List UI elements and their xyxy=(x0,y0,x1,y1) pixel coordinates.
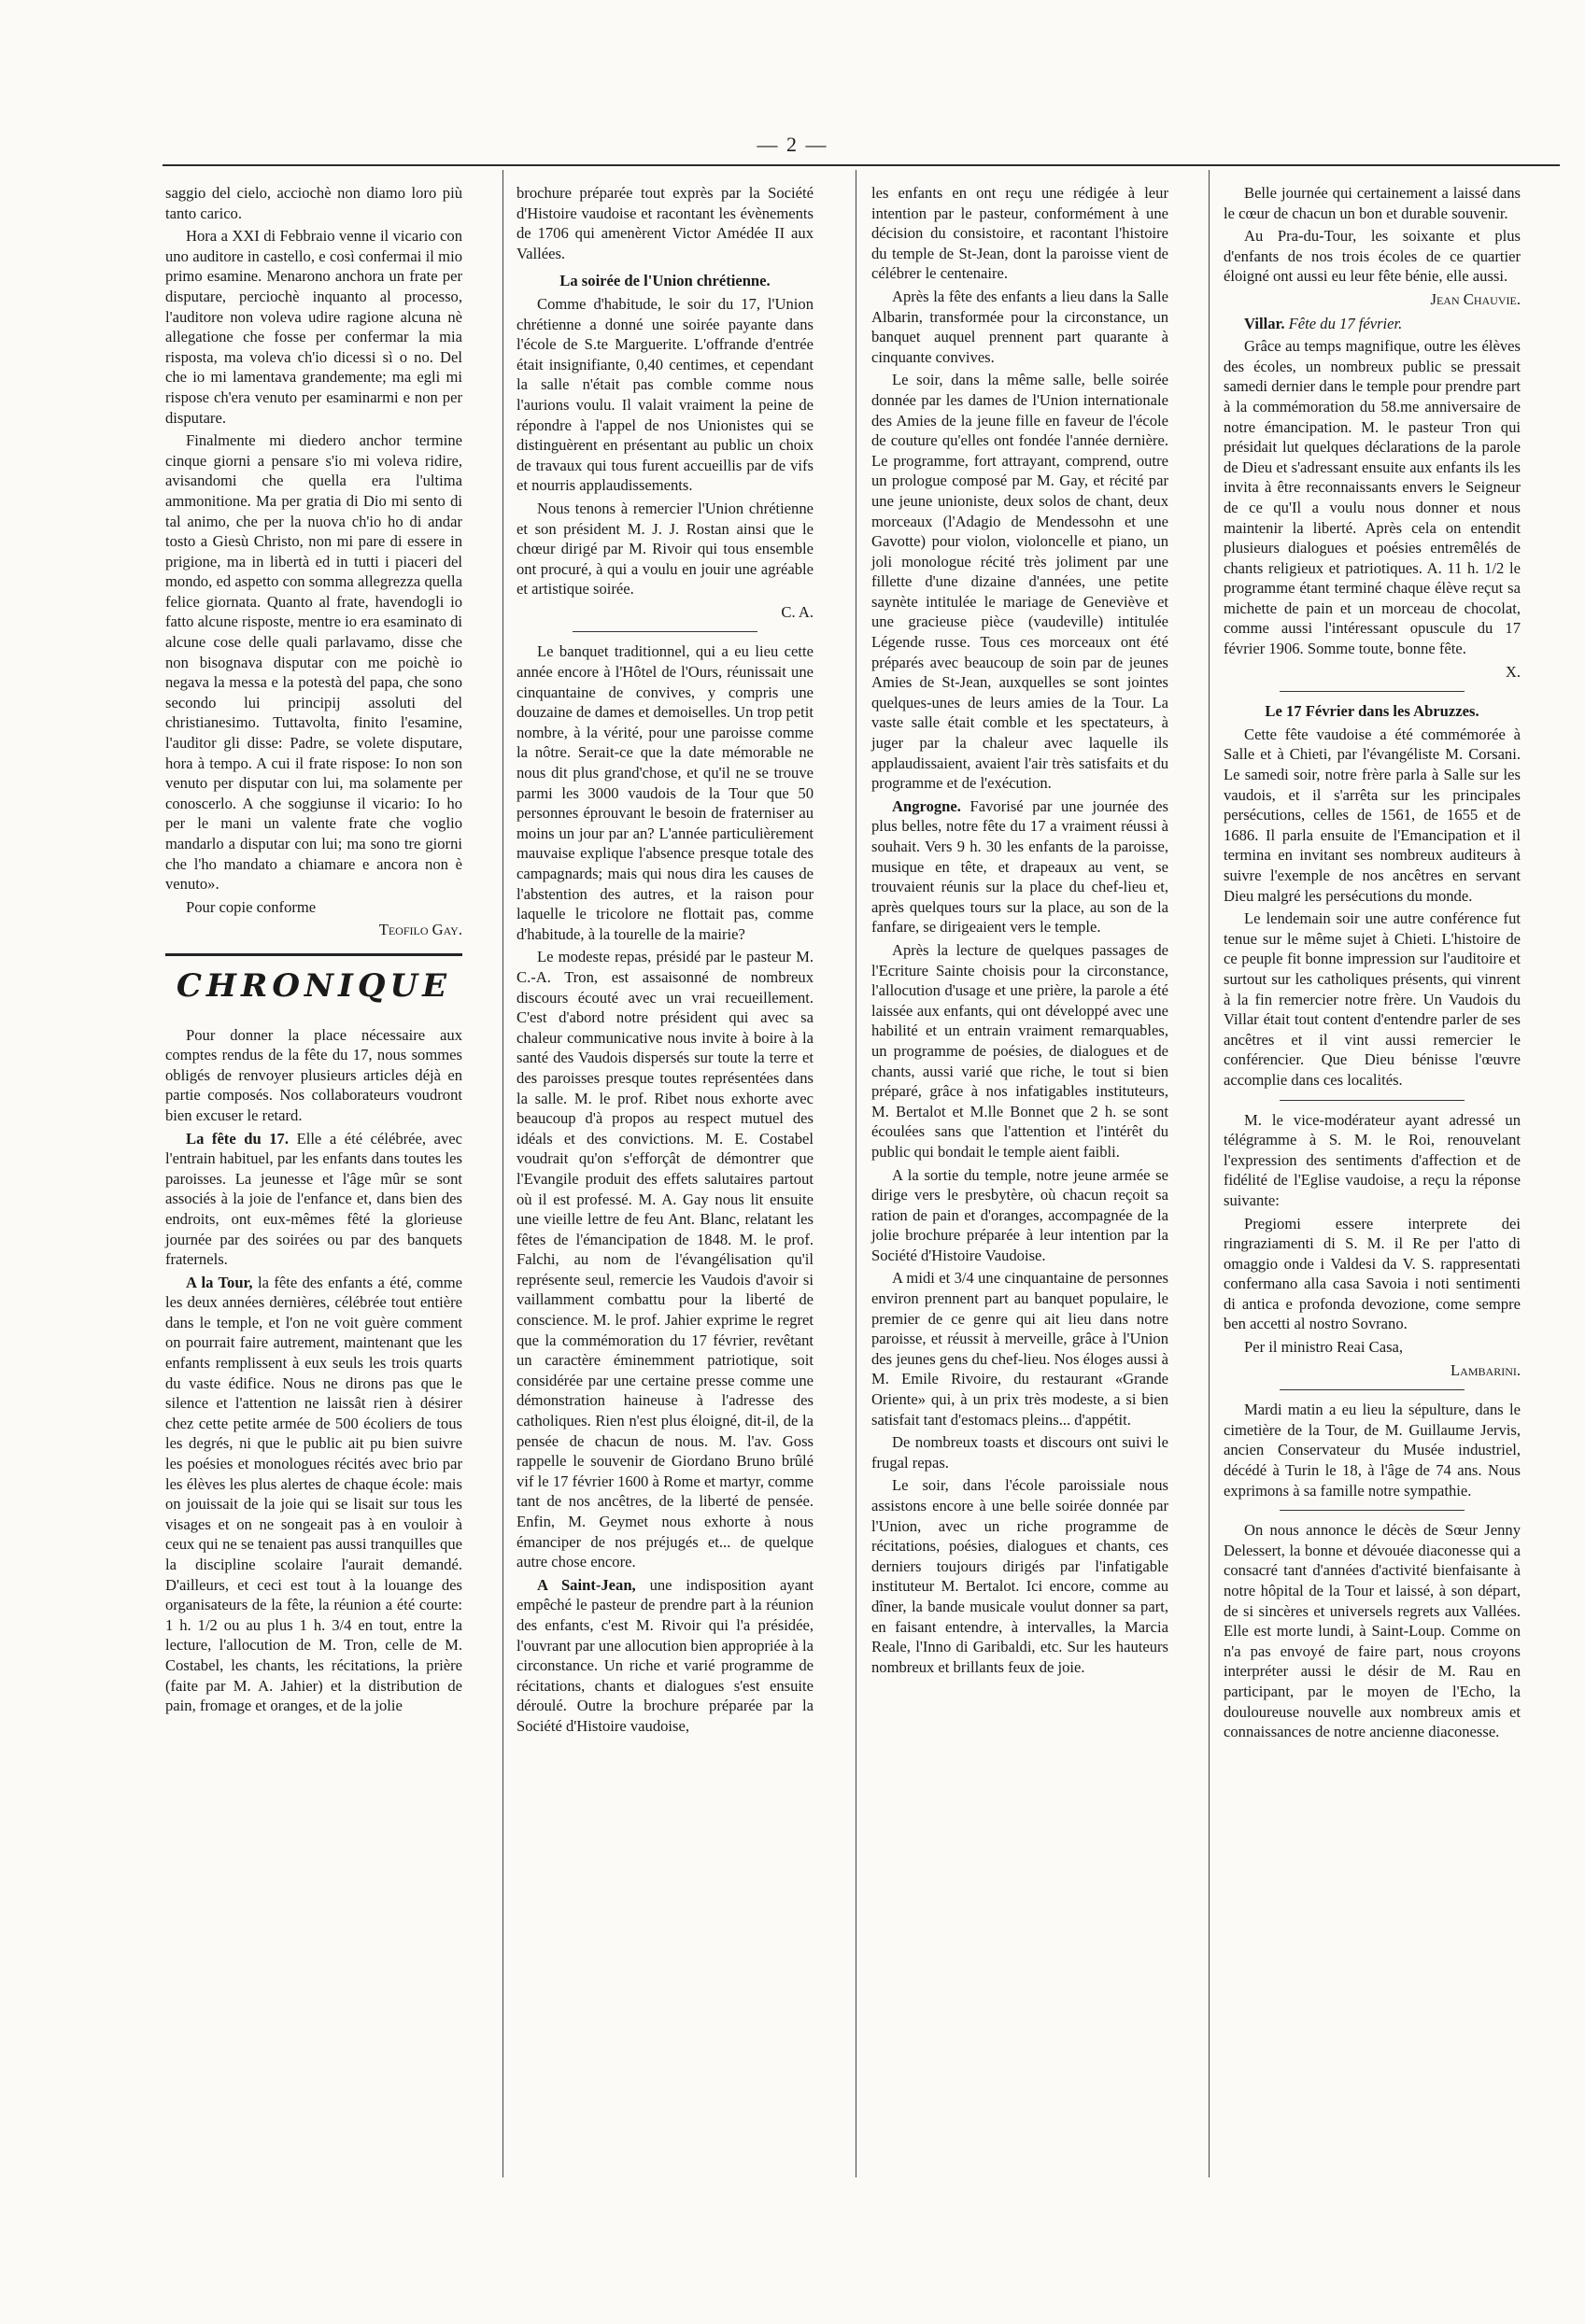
column-4 xyxy=(1224,183,1521,1745)
paragraph: Mardi matin a eu lieu la sépulture, dans le cimetière de la Tour, de M. Guillaume Jervis, ancien Conservateur du Musée industriel, décédé à Turin le 18, à l'âge de 74 ans. Nous exprimons à sa famille notre sympathie. xyxy=(1224,1401,1521,1500)
column-1 xyxy=(165,183,462,1719)
paragraph: Après la fête des enfants a lieu dans la Salle Albarin, transformée pour la circonstance, un banquet auquel prennent part quarante à cinquante convives. xyxy=(871,287,1168,366)
paragraph: De nombreux toasts et discours ont suivi le frugal repas. xyxy=(871,1433,1168,1472)
paragraph: Nous tenons à remercier l'Union chrétienne et son président M. J. J. Rostan ainsi que le chœur dirigé par M. Rivoir qui tous ensemble ont procuré, à qui a voulu en jouir une agréable et artistique soirée. xyxy=(517,499,814,599)
article-text: Favorisé par une journée des plus belles, notre fête du 17 a vraiment réussi à souhait. Vers 9 h. 30 les enfants de la paroisse, musique en tête, et drapeaux au vent, se trouvaient réunis sur la place du chef-lieu et, après quelques tours sur la place, au son de la fanfare, se dirigeaient vers le temple. xyxy=(871,796,1168,937)
paragraph: Pregiomi essere interprete dei ringraziamenti di S. M. il Re per l'atto di omaggio onde i Valdesi da V. S. rappresentati confermano alla casa Savoia i noti sentimenti di antica e profonda devozione, come sempre ben accetti al nostro Sovrano. xyxy=(1224,1214,1521,1333)
column-2 xyxy=(517,183,814,1739)
paragraph: Le modeste repas, présidé par le pasteur M. C.-A. Tron, est assaisonné de nombreux discours écouté avec un vrai recueillement. C'est d'abord notre président qui avec sa chaleur communicative nous invite à boire à la santé des Vaudois dispersés sur toute la terre et des paroisses presque toutes représentées dans la salle. M. le prof. Ribet nous exhorte avec beaucoup d'à propos au respect mutuel des idéals et des convictions. M. E. Costabel voudrait qu'on s'efforçât de démontrer que l'Evangile produit des effets salutaires partout où il est professé. M. A. Gay nous lit ensuite une vieille lettre de feu Ant. Blanc, relatant les fêtes de l'émancipation de 1848. M. le prof. Falchi, au nom de l'évangélisation qu'il représente seul, remercie les Vaudois d'avoir si vaillamment combattu pour la liberté de conscience. M. le prof. Jahier exprime le regret que la commémoration du 17 février, revêtant un caractère éminemment patriotique, soit considérée par une certaine presse comme une démonstration haineuse à l'adresse des catholiques. Rien n'est plus éloigné, dit-il, de la pensée de chacun de nous. M. l'av. Goss rappelle le souvenir de Giordano Bruno brûlé vif le 17 février 1600 à Rome et martyr, comme tant de nos ancêtres, de la liberté de pensée. Enfin, M. Geymet nous exhorte à nous émanciper de nos préjugés et... de quelque autre chose encore. xyxy=(517,948,814,1571)
column-divider xyxy=(502,170,503,2177)
paragraph: Au Pra-du-Tour, les soixante et plus d'enfants de nos trois écoles de ce quartier éloigné ont aussi eu leur fête bénie, elle aussi. xyxy=(1224,227,1521,286)
paragraph: M. le vice-modérateur ayant adressé un télégramme à S. M. le Roi, renouvelant l'expression des sentiments d'affection et de fidélité de l'Eglise vaudoise, a reçu la réponse suivante: xyxy=(1224,1110,1521,1209)
paragraph: brochure préparée tout exprès par la Société d'Histoire vaudoise et racontant les évènements de 1706 qui amenèrent Victor Amédée II aux Vallées. xyxy=(517,184,814,262)
article-subheading: Fête du 17 février. xyxy=(1284,314,1403,332)
article-heading: Villar. xyxy=(1244,314,1285,332)
paragraph: A midi et 3/4 une cinquantaine de personnes environ prennent part au banquet populaire, le premier de ce genre qui ait lieu dans notre paroisse, et réussit à merveille, grâce à l'Union des jeunes gens du chef-lieu. Nos éloges aussi à M. Emile Rivoire, du restaurant «Grande Oriente» qui, à un prix très modeste, a si bien satisfait tant d'estomacs pleins... d'appétit. xyxy=(871,1269,1168,1429)
paragraph: A la sortie du temple, notre jeune armée se dirige vers le presbytère, où chacun reçoit sa ration de pain et d'oranges, accompagnée de la jolie brochure préparée à leur intention par la Société d'Histoire Vaudoise. xyxy=(871,1165,1168,1264)
paragraph: Le lendemain soir une autre conférence fut tenue sur le même sujet à Chieti. L'histoire de ce peuple fit bonne impression sur l'auditoire et surtout sur les catholiques présents, qui vinrent à la fin remercier notre frère. Un Vaudois du Villar était tout content d'entendre parler de ses ancêtres et il vint aussi remercier le conférencier. Que Dieu bénisse l'œuvre accomplie dans ces localités. xyxy=(1224,909,1521,1089)
header-rule xyxy=(163,164,1560,166)
paragraph: Le banquet traditionnel, qui a eu lieu cette année encore à l'Hôtel de l'Ours, réunissait une cinquantaine de convives, y compris une douzaine de dames et demoiselles. Un trop petit nombre, à la vérité, pour une paroisse comme la nôtre. Serait-ce que la date mémorable ne nous dit plus grand'chose, et qu'il ne se trouve parmi les 3000 vaudois de la Tour que 50 personnes éprouvant le besoin de fraterniser au moins un jour par an? L'année particulièrement mauvaise explique l'absence presque totale des campagnards; mais qui nous dira les causes de l'abstention des autres, et la raison pour laquelle le tricolore ne flottait pas, comme d'habitude, à la tourelle de la mairie? xyxy=(517,642,814,943)
signature: Lambarini. xyxy=(1451,1360,1521,1379)
paragraph: Hora a XXI di Febbraio venne il vicario con uno auditore in castello, e così confermai il mio primo esamine. Menarono anchora un frate per disputare, perciochè inquanto al processo, l'auditore non voleva udire ragione alcuna nè allegatione che fosse per confermar la mia risposta, ma voleva ch'io dicessi sì o no. Del che io mi lamentava grandemente; ma egli mi rispose ch'era venuto per esaminarmi e non per disputare. xyxy=(165,227,462,427)
paragraph: Finalmente mi diedero anchor termine cinque giorni a pensare s'io mi voleva ridire, avisandomi che quella era l'ultima ammonitione. Ma per gratia di Dio mi sento di tal animo, che per la nuova ch'io ho di andar tosto a Giesù Christo, non mi pare di essere in prigione, ma in libertà ed in tutti i piaceri del mondo, ed aspetto con somma allegrezza quella felice giornata. Quanto al frate, havendogli io fatto alcune risposte, mentre io era esaminato di alcune cose delle quali parlavamo, disse che non bisognava disputar con me poichè io negava la messa e la potestà del papa, che sono secondo lui principij assoluti del christianesimo. Tuttavolta, finito l'esamine, l'auditor gli disse: Padre, se volete disputare, hora à tempo. A cui il frate rispose: Io non son venuto per disputar con lui, ma solamente per conoscerlo. A che soggiunse il vicario: Io ho per le mani un valente frate che voglio mandarlo a disputar con lui; ma sono tre giorni che l'ho mandato a chiamare e ancora non è venuto». xyxy=(165,431,462,894)
signature: C. A. xyxy=(781,602,814,621)
paragraph: saggio del cielo, acciochè non diamo loro più tanto carico. xyxy=(165,184,462,222)
separator xyxy=(1280,1100,1465,1101)
article-heading: Angrogne. xyxy=(892,796,961,815)
article-heading: Le 17 Février dans les Abruzzes. xyxy=(1265,702,1479,721)
article-heading: La soirée de l'Union chrétienne. xyxy=(559,272,771,290)
paragraph: Grâce au temps magnifique, outre les élèves des écoles, un nombreux public se pressait samedi dernier dans le temple pour prendre part à la commémoration du 58.me anniversaire de notre émancipation. M. le pasteur Tron qui présidait lut quelques déclarations de la parole de Dieu et s'adressant ensuite aux enfants ils les invita à être reconnaissants envers le Seigneur de ce qu'Il a voulu nous donner et nous maintenir la liberté. Après cela on entendit plusieurs dialogues et poésies entremêlés de chants religieux et patriotiques. A. 11 h. 1/2 le programme étant terminé chaque élève reçut sa michette de pain et un morceau de chocolat, comme aussi l'intéressant opuscule du 17 février 1906. Somme toute, bonne fête. xyxy=(1224,337,1521,658)
separator xyxy=(1280,691,1465,692)
separator xyxy=(1280,1389,1465,1390)
paragraph: Le soir, dans la même salle, belle soirée donnée par les dames de l'Union internationale des Amies de la jeune fille en faveur de l'école de couture qu'elles ont fondée l'année dernière. Le programme, fort attrayant, comprend, outre un prologue composé par M. Gay, et récité par une jeune unioniste, deux solos de chant, deux morceaux (l'Adagio de Mendessohn et une Gavotte) pour violon, violoncelle et piano, un joli monologue récité très joliment par une fillette d'une dizaine d'années, une petite saynète intitulée le mariage de Geneviève et une gracieuse pièce (vaudeville) intitulée Légende russe. Tous ces morceaux ont été préparés avec beaucoup de soin par de jeunes Amies de St-Jean, auxquelles se sont jointes quelques-unes de leurs amies de la Tour. La vaste salle était comble et les spectateurs, à juger par la chaleur avec laquelle ils applaudissaient, avaient l'air très satisfaits et du programme et de l'exécution. xyxy=(871,371,1168,793)
signature: X. xyxy=(1505,662,1521,681)
article-angrogne xyxy=(871,796,1168,937)
article-villar xyxy=(1224,314,1521,334)
paragraph: Pour donner la place nécessaire aux comptes rendus de la fête du 17, nous sommes obligés de renvoyer plusieurs articles déjà en partie composés. Nos collaborateurs voudront bien excuser le retard. xyxy=(165,1025,462,1124)
column-divider xyxy=(1209,170,1210,2177)
chronique-title: CHRONIQUE xyxy=(176,966,452,1005)
paragraph: Per il ministro Reai Casa, xyxy=(1244,1338,1404,1357)
signature: Jean Chauvie. xyxy=(1430,289,1521,308)
paragraph: Comme d'habitude, le soir du 17, l'Union chrétienne a donné une soirée payante dans l'école de S.te Marguerite. L'offrande d'entrée était insignifiante, 0,40 centimes, et cependant la salle n'était pas comble comme nous l'aurions voulu. Il valait vraiment la peine de répondre à l'appel de nos Unionistes qui se distinguèrent en présentant au public un choix de travaux qui tous furent accueillis par de vifs et nourris applaudissements. xyxy=(517,294,814,495)
article-stjean xyxy=(517,1575,814,1737)
paragraph: Le soir, dans l'école paroissiale nous assistons encore à une belle soirée donnée par l'Union, avec un riche programme de récitations, poésies, dialogues et chants, ces derniers toujours dirigés par l'infatigable instituteur M. Bertalot. Ici encore, comme au dîner, la bande musicale voulut donner sa part, en faisant entendre, à intervalles, la Marcia Reale, l'Inno di Garibaldi, etc. Sur les hauteurs nombreux et brillants feux de joie. xyxy=(871,1476,1168,1676)
paragraph: Cette fête vaudoise a été commémorée à Salle et à Chieti, par l'évangéliste M. Corsani. Le samedi soir, notre frère parla à Salle sur les vaudois, et il s'arrêta sur les principales persécutions, celles de 1561, de 1655 et de 1686. Il parla ensuite de l'Emancipation et il termina en invitant ses nombreux auditeurs à suivre l'exemple de nos ancêtres en servant Dieu malgré les persécutions du monde. xyxy=(1224,725,1521,905)
column-3 xyxy=(871,183,1168,1680)
article-text: la fête des enfants a été, comme les deux années dernières, célébrée tout entière dans le temple, et l'on ne voit guère comment on pourrait faire autrement, maintenant que les enfants remplissent à eux seuls les trois quarts du vaste édifice. Nous ne dirons pas que le silence et l'attention ne laissât rien à désirer chez cette petite armée de 500 écoliers de tous les degrés, ni que le public ait pu bien suivre les poésies et monologues récités avec brio par les élèves les plus alertes de chaque école: mais on jouissait de la joie qui se lisait sur tous les visages et on ne songeait pas à en vouloir à ceux qui ne se tenaient pas aussi tranquilles que la discipline scolaire l'aurait demandé. D'ailleurs, et ceci est tout à la louange des organisateurs de la fête, la réunion a été courte: 1 h. 1/2 ou au plus 1 h. 3/4 en tout, entre la lecture, l'allocution de M. Tron, celle de M. Costabel, les chants, les récitations, la prière (faite par M. A. Jahier) et la distribution de pain, fromage et oranges, et de la jolie xyxy=(165,1273,462,1715)
paragraph: les enfants en ont reçu une rédigée à leur intention par le pasteur, conformément à une décision du consistoire, et racontant l'histoire du temple de St-Jean, dont la paroisse vient de célébrer le centenaire. xyxy=(871,184,1168,283)
signature: Teofilo Gay. xyxy=(378,921,462,939)
paragraph: On nous annonce le décès de Sœur Jenny Delessert, la bonne et dévouée diaconesse qui a consacré tant d'années d'activité bienfaisante à notre hôpital de la Tour et laissé, à son départ, de si sincères et universels regrets aux Vallées. Elle est morte lundi, à Saint-Loup. Comme on n'a pas envoyé de faire part, nous croyons interpréter aussi le désir de M. Rau en participant, par le moyen de l'Echo, la douloureuse nouvelle aux nombreux amis et connaissances de notre ancienne diaconesse. xyxy=(1224,1521,1521,1741)
article-text: une indisposition ayant empêché le pasteur de prendre part à la réunion des enfants, c'est M. Rivoir qui l'a présidée, l'ouvrant par une allocution bien appropriée à la circonstance. Un riche et varié programme de récitations, chants et dialogues s'est ensuite déroulé. Outre la brochure préparée par la Société d'Histoire vaudoise, xyxy=(517,1575,814,1735)
separator xyxy=(573,631,757,632)
section-rule xyxy=(165,953,462,956)
article-heading: La fête du 17. xyxy=(186,1129,290,1148)
paragraph: Pour copie conforme xyxy=(186,897,317,916)
paragraph: Belle journée qui certainement a laissé dans le cœur de chacun un bon et durable souvenir. xyxy=(1224,184,1521,222)
article-heading: A la Tour, xyxy=(186,1273,253,1291)
article-text: Elle a été célébrée, avec l'entrain habituel, par les enfants dans toutes les paroisses. La jeunesse et l'âge mûr se sont associés à la joie de l'enfance et, dans bien des endroits, ont eux-mêmes fêté la glorieuse journée par des soirées ou par des banquets fraternels. xyxy=(165,1129,463,1269)
article-fete xyxy=(165,1129,462,1270)
separator xyxy=(1280,1510,1465,1511)
article-heading: A Saint-Jean, xyxy=(537,1575,636,1594)
paragraph: Après la lecture de quelques passages de l'Ecriture Sainte choisis pour la circonstance, l'allocution d'usage et une prière, la parole a été laissée aux enfants, qui ont développé avec une habilité et un entrain vraiment remarquables, un programme de poésies, de dialogues et de chants, aussi varié que riche, le tout si bien préparé, grâce à nos infatigables instituteurs, M. Bertalot et M.lle Bonnet que 2 h. se sont écoulées sans que l'attention et l'intérêt du public qui bondait le temple aient faibli. xyxy=(871,940,1168,1161)
article-tour xyxy=(165,1273,462,1716)
page-number: — 2 — xyxy=(757,133,828,156)
